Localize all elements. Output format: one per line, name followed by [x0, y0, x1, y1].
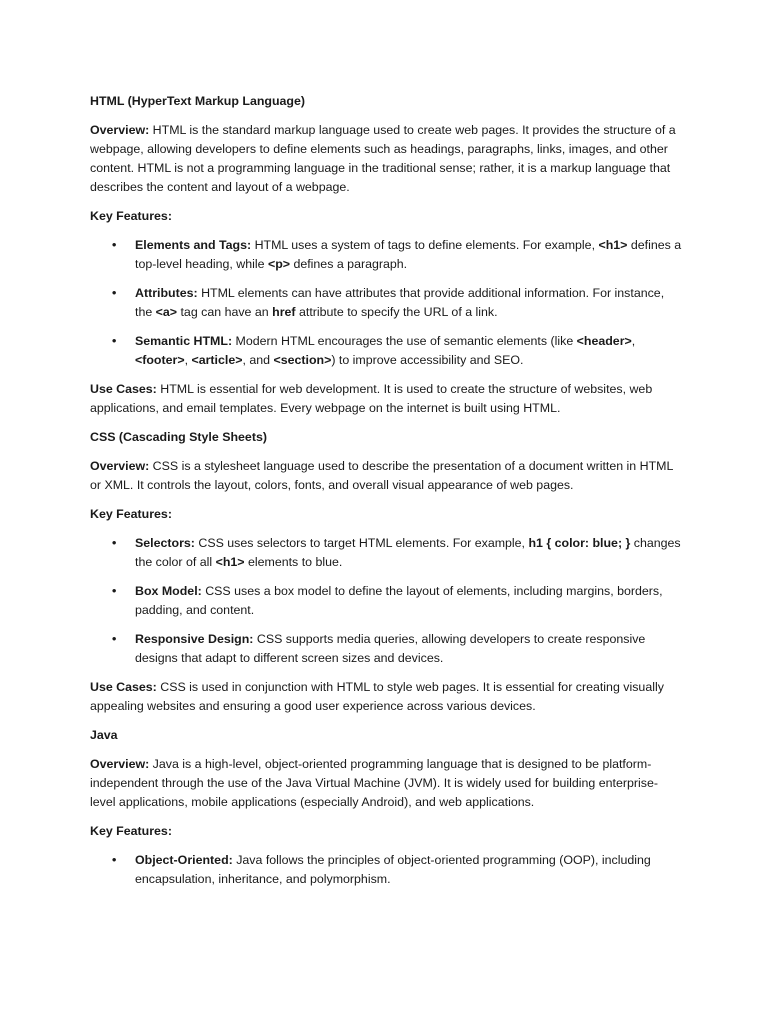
use-cases-text: CSS is used in conjunction with HTML to style web pages. It is essential for creating visually appealing websites and ensuring a good user experience across various devices.	[90, 680, 664, 713]
html-overview	[90, 121, 682, 197]
section-title-java: Java	[90, 728, 118, 742]
feature-text: CSS uses selectors to target HTML elements. For example,	[194, 536, 529, 550]
code-term: <footer>	[135, 353, 185, 367]
code-term: <a>	[155, 305, 178, 319]
feature-text: Java follows the principles of object-oriented programming (OOP), including encapsulation, inheritance, and polymorphism.	[135, 853, 651, 886]
separator: ,	[631, 334, 636, 348]
key-features-label: Key Features:	[90, 209, 172, 223]
code-term: <section>	[273, 353, 332, 367]
key-features-label: Key Features:	[90, 824, 172, 838]
separator: ,	[184, 353, 192, 367]
css-use-cases	[90, 678, 682, 716]
section-title-css: CSS (Cascading Style Sheets)	[90, 430, 267, 444]
feature-text: HTML elements can have attributes that provide additional information. For instance, the	[135, 286, 665, 319]
overview-text: CSS is a stylesheet language used to describe the presentation of a document written in HTML or XML. It controls the layout, colors, fonts, and overall visual appearance of web pages.	[90, 459, 673, 492]
overview-text: Java is a high-level, object-oriented programming language that is designed to be platform-independent through the use of the Java Virtual Machine (JVM). It is widely used for building enterprise-level applications, mobile applications (especially Android), and web applications.	[90, 757, 658, 809]
html-use-cases	[90, 380, 682, 418]
code-term: href	[272, 305, 296, 319]
feature-text: elements to blue.	[244, 555, 343, 569]
list-item	[90, 630, 682, 668]
list-item	[90, 851, 682, 889]
use-cases-text: HTML is essential for web development. It is used to create the structure of websites, web applications, and email templates. Every webpage on the internet is built using HTML.	[90, 382, 653, 415]
feature-label: Responsive Design:	[135, 632, 254, 646]
overview-label: Overview:	[90, 757, 150, 771]
list-item	[90, 332, 682, 370]
list-item	[90, 534, 682, 572]
code-term: <header>	[576, 334, 632, 348]
feature-text: changes the color of all	[135, 536, 681, 569]
feature-text: tag can have an	[177, 305, 273, 319]
css-overview	[90, 457, 682, 495]
feature-label: Attributes:	[135, 286, 198, 300]
feature-label: Elements and Tags:	[135, 238, 252, 252]
feature-label: Object-Oriented:	[135, 853, 233, 867]
feature-text: defines a paragraph.	[290, 257, 408, 271]
java-overview	[90, 755, 682, 812]
list-item	[90, 284, 682, 322]
java-features-list	[90, 851, 682, 889]
use-cases-label: Use Cases:	[90, 382, 157, 396]
css-features-list	[90, 534, 682, 668]
code-term: <p>	[267, 257, 290, 271]
list-item	[90, 236, 682, 274]
feature-label: Semantic HTML:	[135, 334, 233, 348]
feature-text: attribute to specify the URL of a link.	[295, 305, 498, 319]
key-features-label: Key Features:	[90, 507, 172, 521]
feature-label: Selectors:	[135, 536, 195, 550]
feature-text: defines a top-level heading, while	[135, 238, 682, 271]
separator: , and	[242, 353, 274, 367]
code-term: <h1>	[215, 555, 245, 569]
code-term: h1 { color: blue; }	[528, 536, 631, 550]
section-title-html: HTML (HyperText Markup Language)	[90, 94, 306, 108]
list-item	[90, 582, 682, 620]
document-body	[90, 92, 682, 899]
feature-text: HTML uses a system of tags to define elements. For example,	[251, 238, 599, 252]
code-term: <article>	[191, 353, 243, 367]
html-features-list	[90, 236, 682, 370]
code-term: <h1>	[598, 238, 628, 252]
overview-label: Overview:	[90, 123, 150, 137]
feature-text: CSS uses a box model to define the layout of elements, including margins, borders, padding, and content.	[135, 584, 663, 617]
overview-text: HTML is the standard markup language used to create web pages. It provides the structure of a webpage, allowing developers to define elements such as headings, paragraphs, links, images, and other content. HTML is not a programming language in the traditional sense; rather, it is a markup language that describes the content and layout of a webpage.	[90, 123, 676, 194]
feature-text: Modern HTML encourages the use of semantic elements (like	[232, 334, 577, 348]
feature-label: Box Model:	[135, 584, 202, 598]
feature-text: ) to improve accessibility and SEO.	[331, 353, 524, 367]
overview-label: Overview:	[90, 459, 150, 473]
use-cases-label: Use Cases:	[90, 680, 157, 694]
feature-text: CSS supports media queries, allowing developers to create responsive designs that adapt to different screen sizes and devices.	[135, 632, 646, 665]
